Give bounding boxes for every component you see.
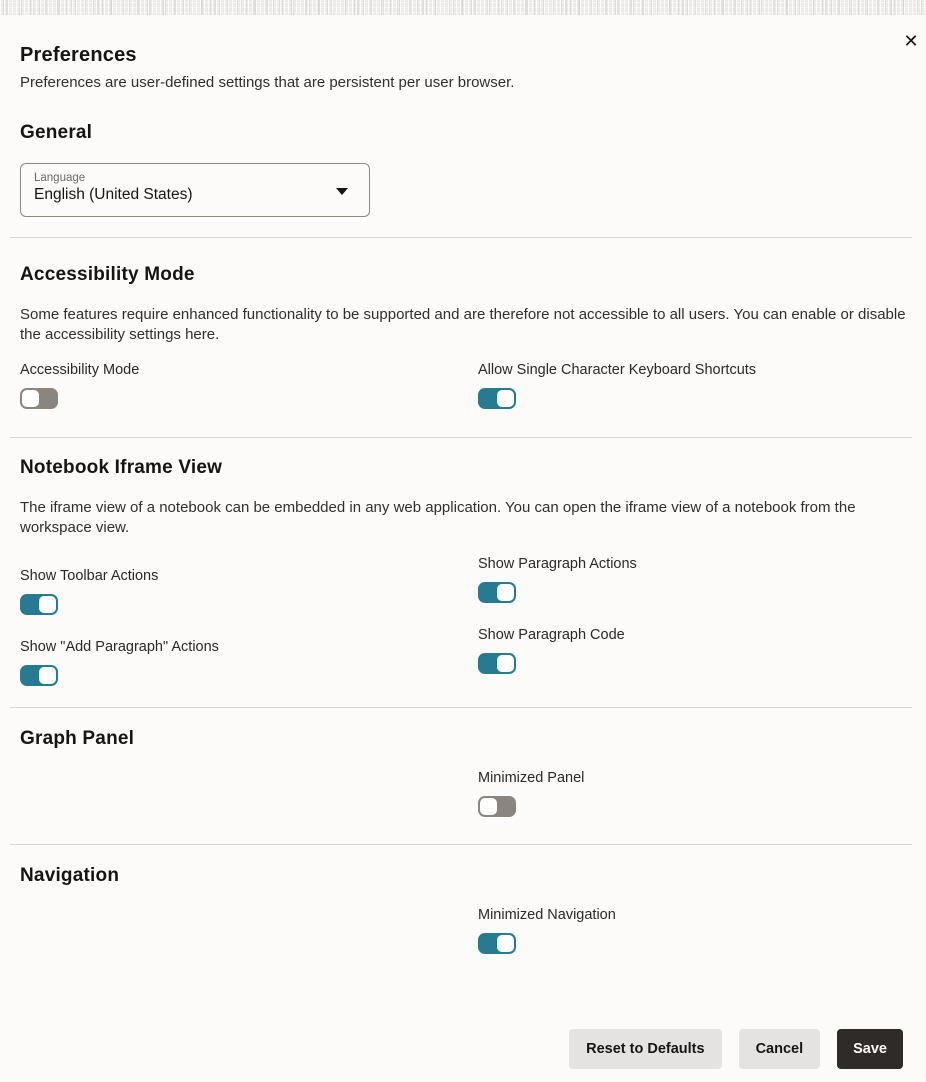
- show-paragraph-code-toggle[interactable]: [478, 653, 516, 674]
- toggle-knob: [39, 596, 56, 613]
- show-toolbar-actions-toggle[interactable]: [20, 594, 58, 615]
- show-add-paragraph-actions-field: [20, 639, 478, 686]
- notebook-iframe-description: The iframe view of a notebook can be embedded in any web application. You can open the iframe view of a notebook from the workspace view.: [20, 499, 856, 536]
- dialog-footer: [20, 1029, 912, 1069]
- minimized-panel-toggle[interactable]: [478, 796, 516, 817]
- divider: [10, 437, 912, 438]
- accessibility-mode-toggle[interactable]: [20, 388, 58, 409]
- page-title: Preferences: [20, 44, 137, 66]
- close-icon[interactable]: ✕: [899, 30, 923, 54]
- minimized-navigation-toggle[interactable]: [478, 933, 516, 954]
- show-add-paragraph-actions-label: Show "Add Paragraph" Actions: [20, 639, 219, 655]
- chevron-down-icon: [336, 188, 348, 195]
- toggle-knob: [497, 655, 514, 672]
- show-paragraph-actions-field: [478, 556, 912, 603]
- single-character-shortcuts-label: Allow Single Character Keyboard Shortcuts: [478, 362, 757, 378]
- accessibility-mode-field: [20, 362, 478, 409]
- accessibility-mode-label: Accessibility Mode: [20, 362, 140, 378]
- minimized-panel-field: [478, 770, 912, 817]
- toggle-knob: [480, 798, 497, 815]
- toggle-knob: [497, 390, 514, 407]
- show-add-paragraph-actions-toggle[interactable]: [20, 665, 58, 686]
- section-heading-accessibility: Accessibility Mode: [20, 264, 195, 285]
- language-select-value: English (United States): [34, 186, 193, 203]
- divider: [10, 707, 912, 708]
- toggle-knob: [22, 390, 39, 407]
- divider: [10, 844, 912, 845]
- language-select-label: Language: [34, 172, 86, 184]
- single-character-shortcuts-field: [478, 362, 912, 409]
- show-toolbar-actions-field: [20, 568, 478, 615]
- section-heading-navigation: Navigation: [20, 865, 120, 886]
- language-select[interactable]: [20, 163, 370, 217]
- toggle-knob: [497, 584, 514, 601]
- accessibility-description: Some features require enhanced functionality to be supported and are therefore not accessible to all users. You can enable or disable the accessibility settings here.: [20, 306, 906, 343]
- show-toolbar-actions-label: Show Toolbar Actions: [20, 568, 159, 584]
- page-background-texture: [0, 0, 926, 15]
- toggle-knob: [497, 935, 514, 952]
- minimized-navigation-label: Minimized Navigation: [478, 907, 616, 923]
- dialog-subtitle: Preferences are user-defined settings that are persistent per user browser.: [20, 74, 515, 91]
- single-character-shortcuts-toggle[interactable]: [478, 388, 516, 409]
- reset-to-defaults-button[interactable]: Reset to Defaults: [569, 1029, 721, 1069]
- accessibility-fields: [20, 362, 912, 409]
- save-button[interactable]: Save: [837, 1029, 903, 1069]
- section-heading-general: General: [20, 122, 93, 143]
- toggle-knob: [39, 667, 56, 684]
- section-heading-notebook-iframe: Notebook Iframe View: [20, 457, 223, 478]
- preferences-dialog: [0, 44, 926, 1069]
- minimized-panel-label: Minimized Panel: [478, 770, 585, 786]
- navigation-fields: [20, 907, 912, 954]
- section-heading-graph-panel: Graph Panel: [20, 728, 135, 749]
- show-paragraph-code-label: Show Paragraph Code: [478, 627, 625, 643]
- cancel-button[interactable]: Cancel: [739, 1029, 821, 1069]
- minimized-navigation-field: [478, 907, 912, 954]
- divider: [10, 237, 912, 238]
- show-paragraph-code-field: [478, 627, 912, 674]
- notebook-iframe-fields: [20, 556, 912, 686]
- graph-panel-fields: [20, 770, 912, 817]
- show-paragraph-actions-toggle[interactable]: [478, 582, 516, 603]
- show-paragraph-actions-label: Show Paragraph Actions: [478, 556, 637, 572]
